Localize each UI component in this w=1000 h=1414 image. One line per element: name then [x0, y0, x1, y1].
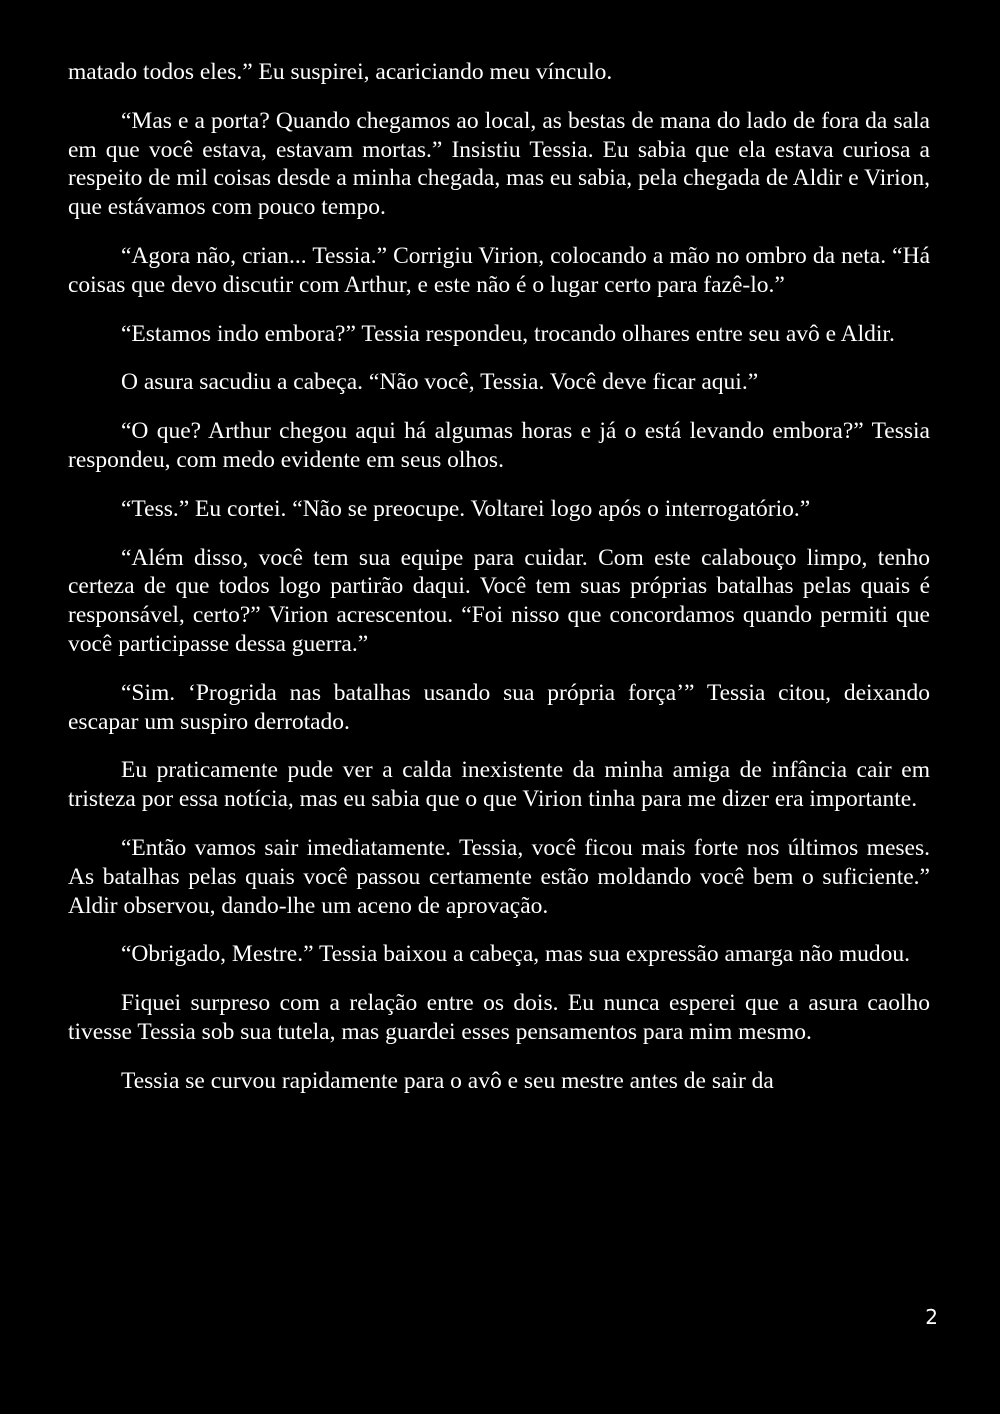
paragraph-1: matado todos eles.” Eu suspirei, acariciando meu vínculo. [68, 59, 613, 85]
paragraph-10: Eu praticamente pude ver a calda inexistente da minha amiga de infância cair em tristeza por essa notícia, mas eu sabia que o que Virion tinha para me dizer era importante. [68, 757, 930, 813]
paragraph-4: “Estamos indo embora?” Tessia respondeu, trocando olhares entre seu avô e Aldir. [121, 320, 895, 347]
paragraph-12: “Obrigado, Mestre.” Tessia baixou a cabeça, mas sua expressão amarga não mudou. [121, 941, 911, 968]
paragraph-9: “Sim. ‘Progrida nas batalhas usando sua própria força’” Tessia citou, deixando escapar um suspiro derrotado. [68, 679, 930, 735]
paragraph-2: “Mas e a porta? Quando chegamos ao local, as bestas de mana do lado de fora da sala em que você estava, estavam mortas.” Insistiu Tessia. Eu sabia que ela estava curiosa a respeito de mil coisas desde a minha chegada, mas eu sabia, pela chegada de Aldir e Virion, que estávamos com pouco tempo. [68, 107, 930, 221]
paragraph-8: “Além disso, você tem sua equipe para cuidar. Com este calabouço limpo, tenho certeza de que todos logo partirão daqui. Você tem suas próprias batalhas pelas quais é responsável, certo?” Virion acrescentou. “Foi nisso que concordamos quando permiti que você participasse dessa guerra.” [68, 544, 930, 657]
paragraph-11: “Então vamos sair imediatamente. Tessia, você ficou mais forte nos últimos meses. As batalhas pelas quais você passou certamente estão moldando você bem o suficiente.” Aldir observou, dando-lhe um aceno de aprovação. [68, 834, 930, 919]
paragraph-5: O asura sacudiu a cabeça. “Não você, Tessia. Você deve ficar aqui.” [121, 369, 759, 396]
paragraph-13: Fiquei surpreso com a relação entre os dois. Eu nunca esperei que a asura caolho tivesse Tessia sob sua tutela, mas guardei esses pensamentos para mim mesmo. [68, 990, 930, 1045]
page-number: 2 [925, 1305, 938, 1329]
paragraph-3: “Agora não, crian... Tessia.” Corrigiu Virion, colocando a mão no ombro da neta. “Há coisas que devo discutir com Arthur, e este não é o lugar certo para fazê-lo.” [68, 242, 930, 298]
paragraph-6: “O que? Arthur chegou aqui há algumas horas e já o está levando embora?” Tessia respondeu, com medo evidente em seus olhos. [68, 418, 930, 473]
paragraph-7: “Tess.” Eu cortei. “Não se preocupe. Voltarei logo após o interrogatório.” [121, 495, 811, 522]
paragraph-14: Tessia se curvou rapidamente para o avô e seu mestre antes de sair da [121, 1067, 774, 1094]
document-body [68, 58, 930, 1116]
